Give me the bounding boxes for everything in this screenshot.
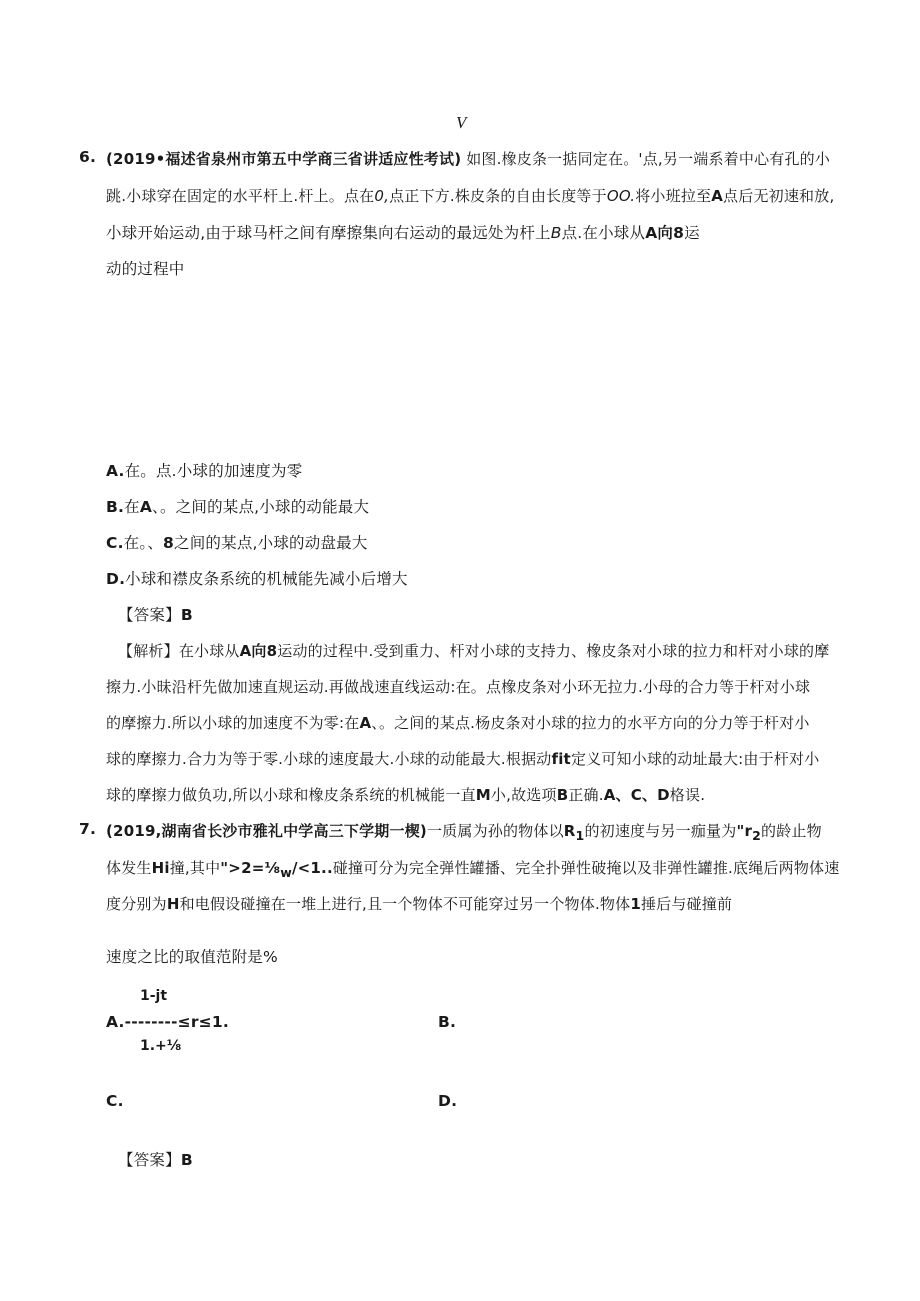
question-7-stem-line1 [106,820,822,843]
stem-bold: Hi [151,859,170,877]
analysis-bold: A向8 [239,642,278,660]
option-text: 、。之间的某点,小球的动能最大 [152,498,370,516]
stem-subscript: 1 [575,828,585,843]
option-text: 在 [124,498,140,516]
analysis-text: 格误. [669,786,706,804]
stem-bold: H [166,895,180,913]
answer-value: B [180,606,193,624]
analysis-line2: 擦力.小昧沿杆先做加速直规运动.再做战速直线运动:在。点橡皮条对小环无拉力.小母的合力等于杆对小球 [106,678,811,696]
stem-text: 和电假设碰撞在一堆上进行,且一个物体不可能穿过另一个物体.物体 [179,895,631,913]
question-6-stem-line4: 动的过程中 [106,260,185,278]
stem-text: 的初速度与另一痂量为 [584,822,737,840]
stem-subscript: w [280,865,292,880]
analysis-text: 球的摩擦力做负功,所以小球和橡皮条系统的机械能一直 [106,786,476,804]
analysis-line1 [118,640,829,661]
stem-bold: ">2=⅛ [220,859,281,877]
analysis-text: 在小球从 [178,642,240,660]
stem-text: 碰撞可分为完全弹性罐播、完全扑弹性破掩以及非弹性罐推.底绳后两物体速 [332,859,840,877]
stem-text: 将小班拉至 [635,187,712,205]
analysis-text: 、。之间的某点.杨皮条对小球的拉力的水平方向的分力等于杆对小 [371,714,810,732]
analysis-text: 定义可知小球的动址最大:由于杆对小 [570,750,820,768]
stem-text: 度分别为 [106,895,167,913]
option-a [106,1013,229,1031]
stem-text: 如图.橡皮条一掂同定在。'点,另一端系着中心有孔的小 [466,150,831,168]
stem-italic: OO. [606,187,636,205]
stem-bold: "r [736,822,753,840]
option-text: 在。点.小球的加速度为零 [124,462,303,480]
analysis-line5 [106,784,705,805]
stem-bold: A [711,187,724,205]
stem-bold: R [563,822,576,840]
stem-text: 的龄止物 [761,822,822,840]
analysis-text: 运动的过程中.受到重力、杆对小球的支持力、橡皮条对小球的拉力和杆对小球的摩 [277,642,830,660]
stem-text: 体发生 [106,859,152,877]
option-bold: 8 [163,534,175,552]
question-number: 7. [79,820,97,838]
question-7-stem-line2 [106,857,839,880]
option-label: D. [106,570,126,588]
answer [118,603,193,625]
option-a-denominator: 1.+⅛ [140,1038,182,1054]
option-text: 之间的某点,小球的动盘最大 [174,534,368,552]
answer-prefix: 【答案】 [118,606,181,624]
option-label: C. [106,534,124,552]
analysis-line4 [106,748,819,769]
question-6-stem-line2 [106,185,834,206]
option-label: B. [106,498,125,516]
question-source: (2019•福述省泉州市第五中学商三省讲适应性考试) [106,150,462,168]
top-mark: V [456,113,467,132]
stem-text: 运 [684,224,700,242]
answer-prefix: 【答案】 [118,1151,181,1169]
option-a [106,459,302,481]
stem-text: 点.在小球从 [561,224,646,242]
stem-subscript: 2 [752,828,761,843]
analysis-bold: A [359,714,372,732]
stem-italic: B [550,224,562,242]
option-c: C. [106,1092,124,1110]
stem-text: 一质属为孙的物体以 [426,822,564,840]
option-text: 小球和襟皮条系统的机械能先减小后增大 [125,570,408,588]
stem-italic: 0, [374,187,390,205]
analysis-text: 球的摩擦力.合力为等于零.小球的速度最大.小球的动能最大.根据动 [106,750,552,768]
stem-text: 点后无初速和放, [723,187,835,205]
stem-bold: 1 [630,895,641,913]
option-b [106,495,369,517]
analysis-bold: M [475,786,491,804]
option-label: A. [106,1013,125,1031]
stem-text: 捶后与碰撞前 [640,895,733,913]
option-b: B. [438,1013,457,1031]
option-label: A. [106,462,125,480]
analysis-text: 的摩擦力.所以小球的加速度不为零:在 [106,714,360,732]
question-7-stem-line4: 速度之比的取值范附是% [106,948,278,966]
stem-text: 小球开始运动,由于球马杆之间有摩擦集向右运动的最远处为杆上 [106,224,551,242]
question-6-stem-line1 [106,148,830,169]
stem-bold: A向8 [645,224,685,242]
stem-text: 撞,其中 [169,859,221,877]
stem-text: 点正下方.株皮条的自由长度等于 [389,187,607,205]
question-7-stem-line3 [106,893,732,914]
stem-bold: /<1.. [291,859,333,877]
option-d: D. [438,1092,458,1110]
question-number: 6. [79,148,97,166]
stem-text: 跳.小球穿在固定的水平杆上.杆上。点在 [106,187,375,205]
analysis-prefix: 【解析】 [118,642,179,660]
option-bold: A [139,498,153,516]
question-source: (2019,湖南省长沙市雅礼中学高三下学期一楔) [106,822,427,840]
option-d [106,567,408,589]
analysis-bold: A、C、D [603,786,670,804]
question-6-stem-line3 [106,221,700,243]
option-text: 在。、 [123,534,164,552]
answer [118,1148,193,1170]
option-text: --------≤r≤1. [124,1013,229,1031]
option-a-numerator: 1-jt [140,988,168,1004]
answer-value: B [180,1151,193,1169]
analysis-bold: fit [551,750,571,768]
analysis-text: 正确. [568,786,604,804]
option-c [106,531,368,553]
analysis-text: 小,故选项 [490,786,557,804]
analysis-bold: B [556,786,569,804]
analysis-line3 [106,712,810,733]
